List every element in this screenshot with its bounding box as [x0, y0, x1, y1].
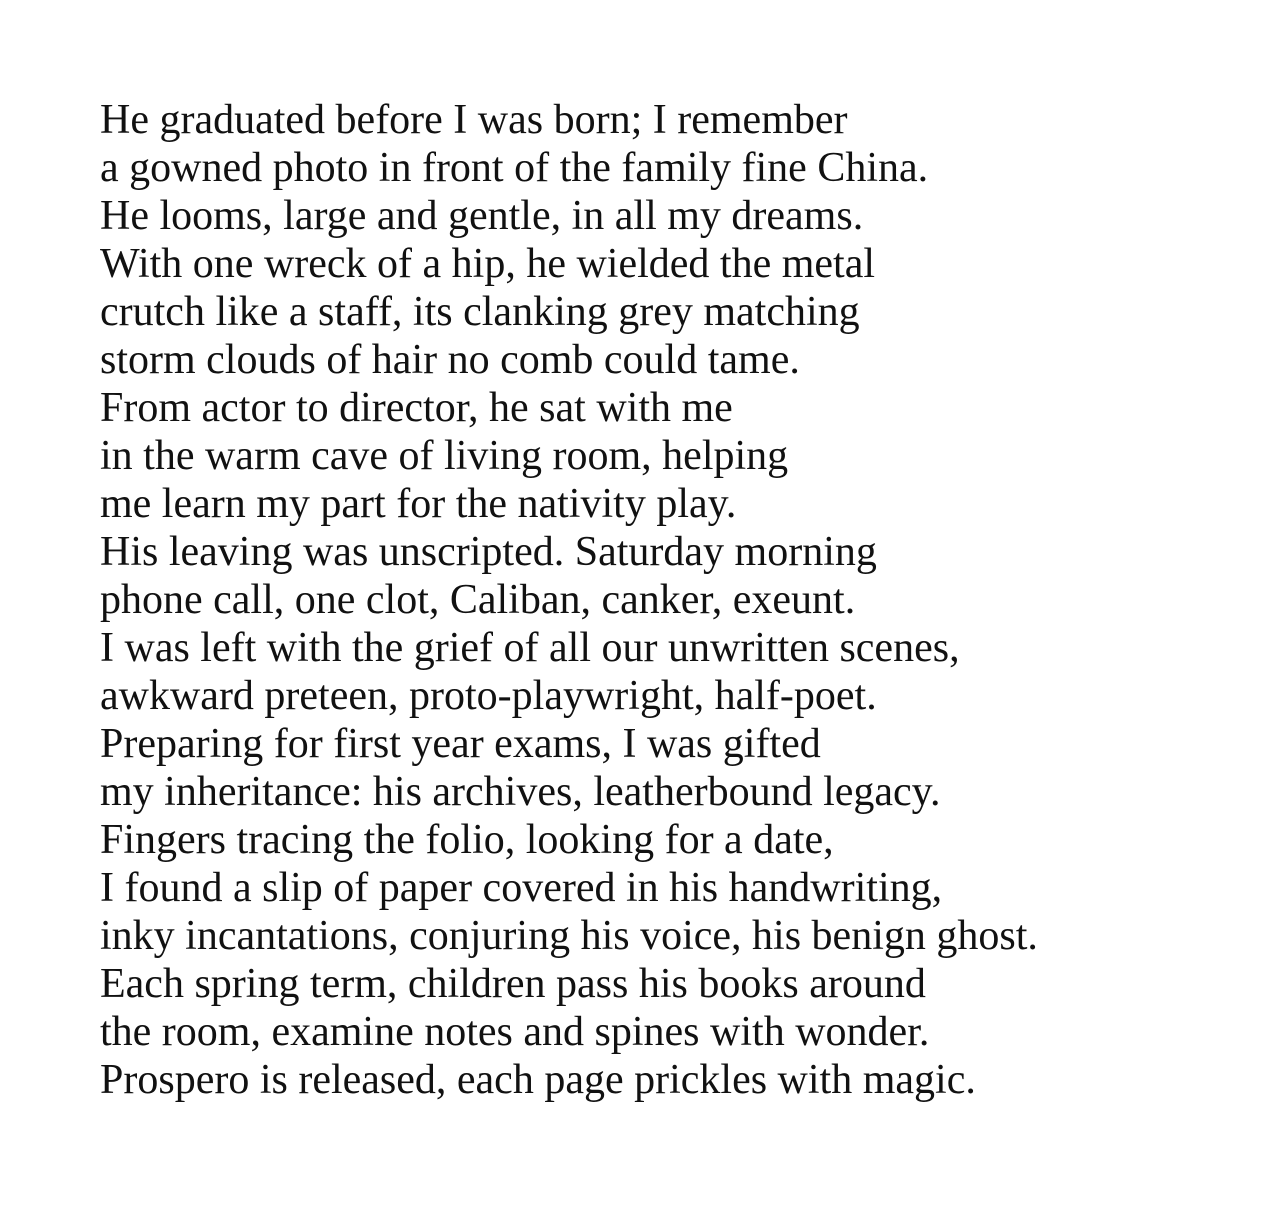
poem-line: crutch like a staff, its clanking grey matching: [100, 289, 860, 335]
poem-line: storm clouds of hair no comb could tame.: [100, 337, 800, 383]
poem-text: [100, 96, 1038, 1104]
poem-line: With one wreck of a hip, he wielded the metal: [100, 241, 876, 287]
poem-line: Preparing for first year exams, I was gifted: [100, 721, 821, 767]
poem-line: me learn my part for the nativity play.: [100, 481, 737, 527]
poem-line: my inheritance: his archives, leatherbound legacy.: [100, 769, 941, 815]
poem-line: a gowned photo in front of the family fine China.: [100, 145, 929, 191]
poem-line: phone call, one clot, Caliban, canker, exeunt.: [100, 577, 856, 623]
poem-line: His leaving was unscripted. Saturday morning: [100, 529, 877, 575]
poem-line: He graduated before I was born; I remember: [100, 97, 848, 143]
poem-line: He looms, large and gentle, in all my dreams.: [100, 193, 864, 239]
poem-line: Prospero is released, each page prickles with magic.: [100, 1057, 976, 1103]
poem-line: awkward preteen, proto-playwright, half-poet.: [100, 673, 877, 719]
poem-line: Fingers tracing the folio, looking for a date,: [100, 817, 834, 863]
poem-line: From actor to director, he sat with me: [100, 385, 733, 431]
poem-line: inky incantations, conjuring his voice, his benign ghost.: [100, 913, 1038, 959]
poem-line: I was left with the grief of all our unwritten scenes,: [100, 625, 960, 671]
poem-line: Each spring term, children pass his books around: [100, 961, 926, 1007]
poem-line: the room, examine notes and spines with wonder.: [100, 1009, 930, 1055]
poem-line: in the warm cave of living room, helping: [100, 433, 789, 479]
poem-line: I found a slip of paper covered in his handwriting,: [100, 865, 943, 911]
